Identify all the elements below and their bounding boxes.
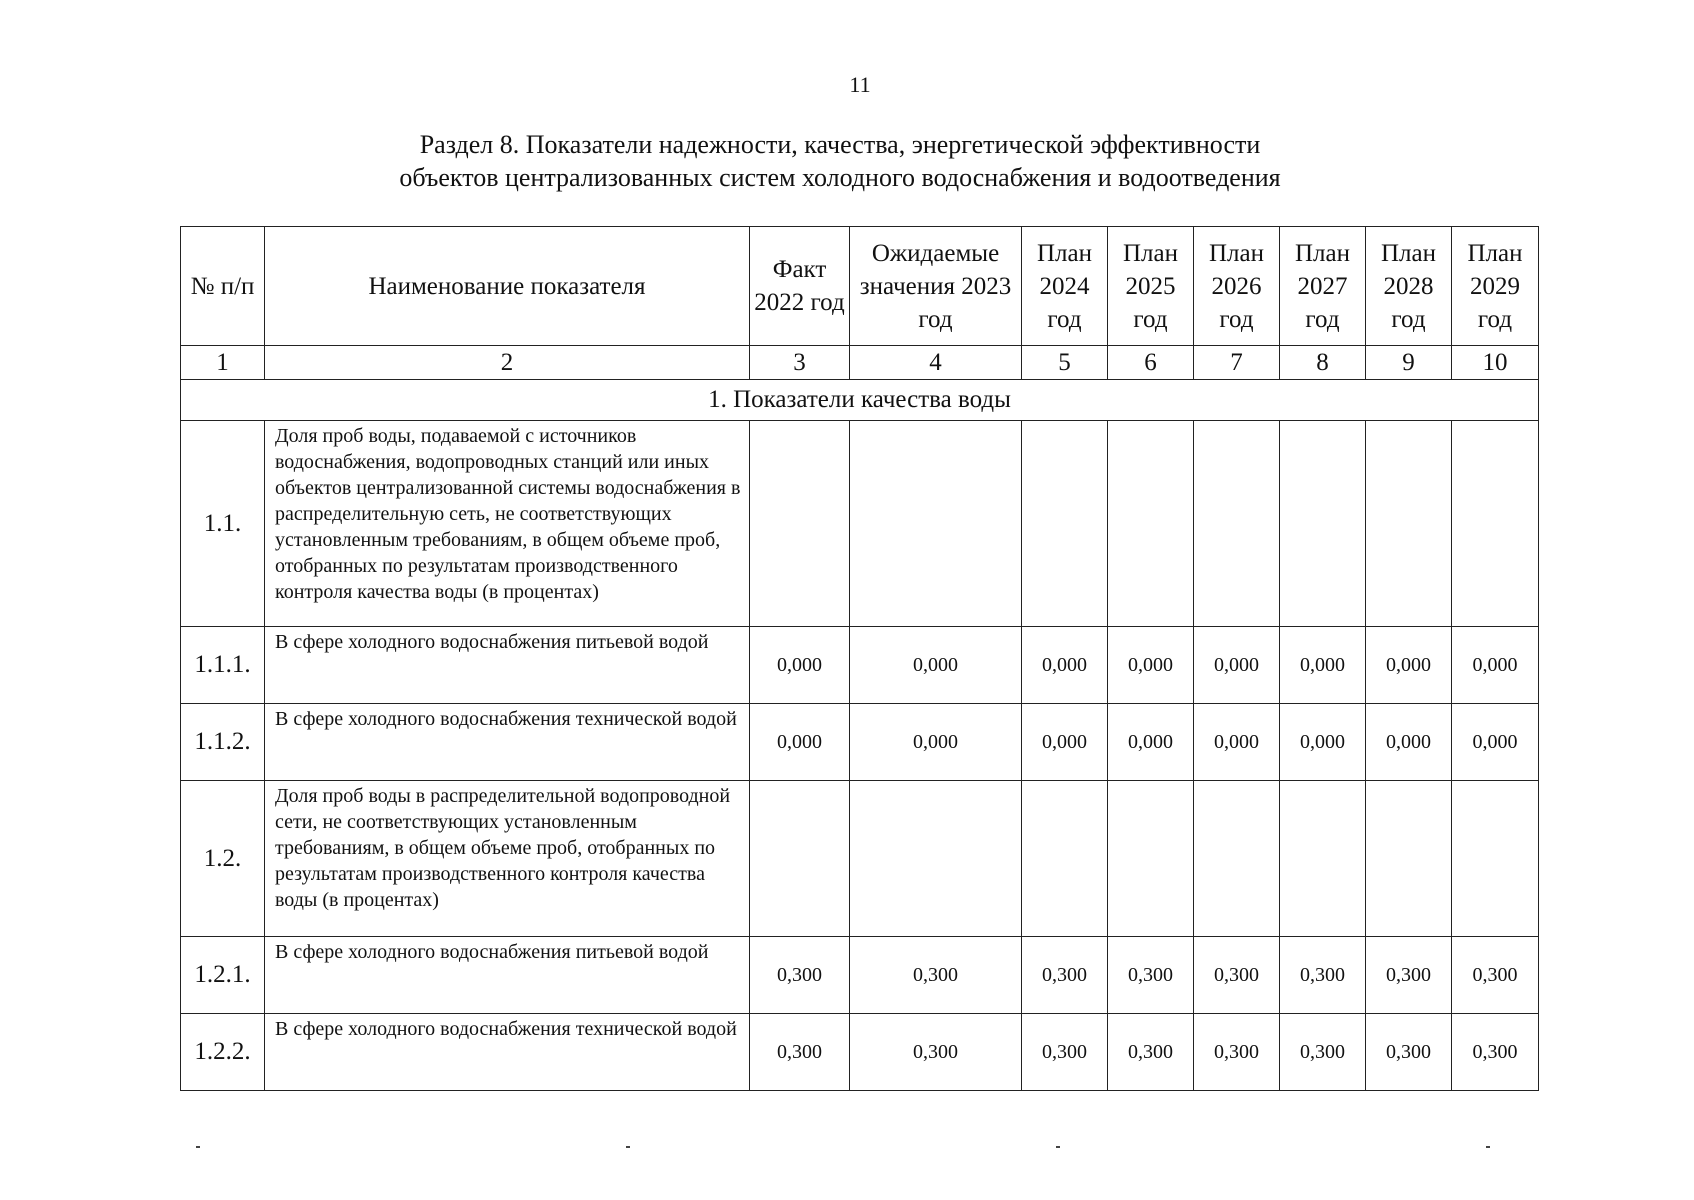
row-index: 1.2. bbox=[181, 781, 265, 937]
value-cell: 0,000 bbox=[1194, 627, 1280, 704]
column-number: 7 bbox=[1194, 346, 1280, 380]
page-title bbox=[0, 128, 1680, 194]
section-row bbox=[181, 380, 1539, 421]
value-cell: 0,300 bbox=[1022, 937, 1108, 1014]
column-number: 4 bbox=[850, 346, 1022, 380]
value-cell bbox=[750, 421, 850, 627]
title-line-1: Раздел 8. Показатели надежности, качества, энергетической эффективности bbox=[419, 130, 1261, 159]
table-row bbox=[181, 781, 1539, 937]
table-row bbox=[181, 421, 1539, 627]
column-number: 10 bbox=[1452, 346, 1539, 380]
value-cell: 0,300 bbox=[1022, 1014, 1108, 1091]
header-row bbox=[181, 227, 1539, 346]
value-cell bbox=[850, 781, 1022, 937]
value-cell: 0,300 bbox=[1452, 937, 1539, 1014]
value-cell: 0,300 bbox=[1366, 1014, 1452, 1091]
value-cell: 0,000 bbox=[1108, 627, 1194, 704]
value-cell: 0,000 bbox=[1452, 704, 1539, 781]
row-index: 1.1.2. bbox=[181, 704, 265, 781]
header-num: № п/п bbox=[181, 227, 265, 346]
value-cell: 0,300 bbox=[1194, 937, 1280, 1014]
value-cell: 0,300 bbox=[1280, 1014, 1366, 1091]
value-cell: 0,000 bbox=[1280, 627, 1366, 704]
row-index: 1.1. bbox=[181, 421, 265, 627]
header-plan-2027: План 2027 год bbox=[1280, 227, 1366, 346]
value-cell: 0,000 bbox=[1022, 627, 1108, 704]
row-name: В сфере холодного водоснабжения технической водой bbox=[265, 1014, 750, 1091]
value-cell bbox=[750, 781, 850, 937]
column-number: 5 bbox=[1022, 346, 1108, 380]
value-cell: 0,000 bbox=[850, 627, 1022, 704]
column-number: 9 bbox=[1366, 346, 1452, 380]
value-cell: 0,000 bbox=[1280, 704, 1366, 781]
value-cell: 0,300 bbox=[1452, 1014, 1539, 1091]
section-title: 1. Показатели качества воды bbox=[181, 380, 1539, 421]
table-row bbox=[181, 937, 1539, 1014]
header-plan-2025: План 2025 год bbox=[1108, 227, 1194, 346]
header-plan-2029: План 2029 год bbox=[1452, 227, 1539, 346]
row-name: В сфере холодного водоснабжения питьевой водой bbox=[265, 627, 750, 704]
value-cell bbox=[1194, 781, 1280, 937]
value-cell: 0,300 bbox=[1280, 937, 1366, 1014]
row-name: Доля проб воды в распределительной водопроводной сети, не соответствующих установленным требованиям, в общем объеме проб, отобранных по результатам производственного контроля качества воды (в процентах) bbox=[265, 781, 750, 937]
value-cell bbox=[850, 421, 1022, 627]
value-cell: 0,000 bbox=[750, 627, 850, 704]
value-cell: 0,000 bbox=[850, 704, 1022, 781]
value-cell bbox=[1194, 421, 1280, 627]
header-name: Наименование показателя bbox=[265, 227, 750, 346]
column-number: 3 bbox=[750, 346, 850, 380]
value-cell: 0,300 bbox=[1366, 937, 1452, 1014]
column-number-row bbox=[181, 346, 1539, 380]
value-cell: 0,300 bbox=[850, 937, 1022, 1014]
scan-mark bbox=[1486, 1146, 1490, 1148]
header-plan-2024: План 2024 год bbox=[1022, 227, 1108, 346]
scan-mark bbox=[1056, 1146, 1060, 1148]
value-cell: 0,000 bbox=[750, 704, 850, 781]
header-fact-2022: Факт 2022 год bbox=[750, 227, 850, 346]
value-cell bbox=[1022, 421, 1108, 627]
row-index: 1.1.1. bbox=[181, 627, 265, 704]
value-cell bbox=[1366, 421, 1452, 627]
value-cell bbox=[1280, 421, 1366, 627]
value-cell bbox=[1452, 781, 1539, 937]
indicators-table bbox=[180, 226, 1539, 1091]
header-expected-2023: Ожидаемые значения 2023 год bbox=[850, 227, 1022, 346]
value-cell: 0,300 bbox=[750, 1014, 850, 1091]
value-cell: 0,000 bbox=[1366, 627, 1452, 704]
page-number: 11 bbox=[849, 72, 871, 97]
value-cell bbox=[1022, 781, 1108, 937]
table-row bbox=[181, 704, 1539, 781]
value-cell bbox=[1452, 421, 1539, 627]
value-cell: 0,000 bbox=[1366, 704, 1452, 781]
scan-mark bbox=[196, 1146, 200, 1148]
value-cell: 0,300 bbox=[1108, 937, 1194, 1014]
title-line-2: объектов централизованных систем холодного водоснабжения и водоотведения bbox=[399, 163, 1281, 192]
value-cell bbox=[1108, 781, 1194, 937]
column-number: 6 bbox=[1108, 346, 1194, 380]
value-cell: 0,300 bbox=[1108, 1014, 1194, 1091]
row-name: В сфере холодного водоснабжения технической водой bbox=[265, 704, 750, 781]
column-number: 1 bbox=[181, 346, 265, 380]
value-cell bbox=[1108, 421, 1194, 627]
row-index: 1.2.1. bbox=[181, 937, 265, 1014]
row-name: В сфере холодного водоснабжения питьевой водой bbox=[265, 937, 750, 1014]
row-index: 1.2.2. bbox=[181, 1014, 265, 1091]
value-cell: 0,000 bbox=[1022, 704, 1108, 781]
row-name: Доля проб воды, подаваемой с источников водоснабжения, водопроводных станций или иных объектов централизованной системы водоснабжения в распределительную сеть, не соответствующих установленным требованиям, в общем объеме проб, отобранных по результатам производственного контроля качества воды (в процентах) bbox=[265, 421, 750, 627]
value-cell: 0,000 bbox=[1194, 704, 1280, 781]
scan-mark bbox=[626, 1146, 630, 1148]
value-cell: 0,000 bbox=[1108, 704, 1194, 781]
value-cell: 0,000 bbox=[1452, 627, 1539, 704]
value-cell: 0,300 bbox=[850, 1014, 1022, 1091]
column-number: 8 bbox=[1280, 346, 1366, 380]
header-plan-2028: План 2028 год bbox=[1366, 227, 1452, 346]
table-row bbox=[181, 1014, 1539, 1091]
value-cell bbox=[1366, 781, 1452, 937]
column-number: 2 bbox=[265, 346, 750, 380]
table-row bbox=[181, 627, 1539, 704]
value-cell: 0,300 bbox=[750, 937, 850, 1014]
value-cell bbox=[1280, 781, 1366, 937]
value-cell: 0,300 bbox=[1194, 1014, 1280, 1091]
header-plan-2026: План 2026 год bbox=[1194, 227, 1280, 346]
